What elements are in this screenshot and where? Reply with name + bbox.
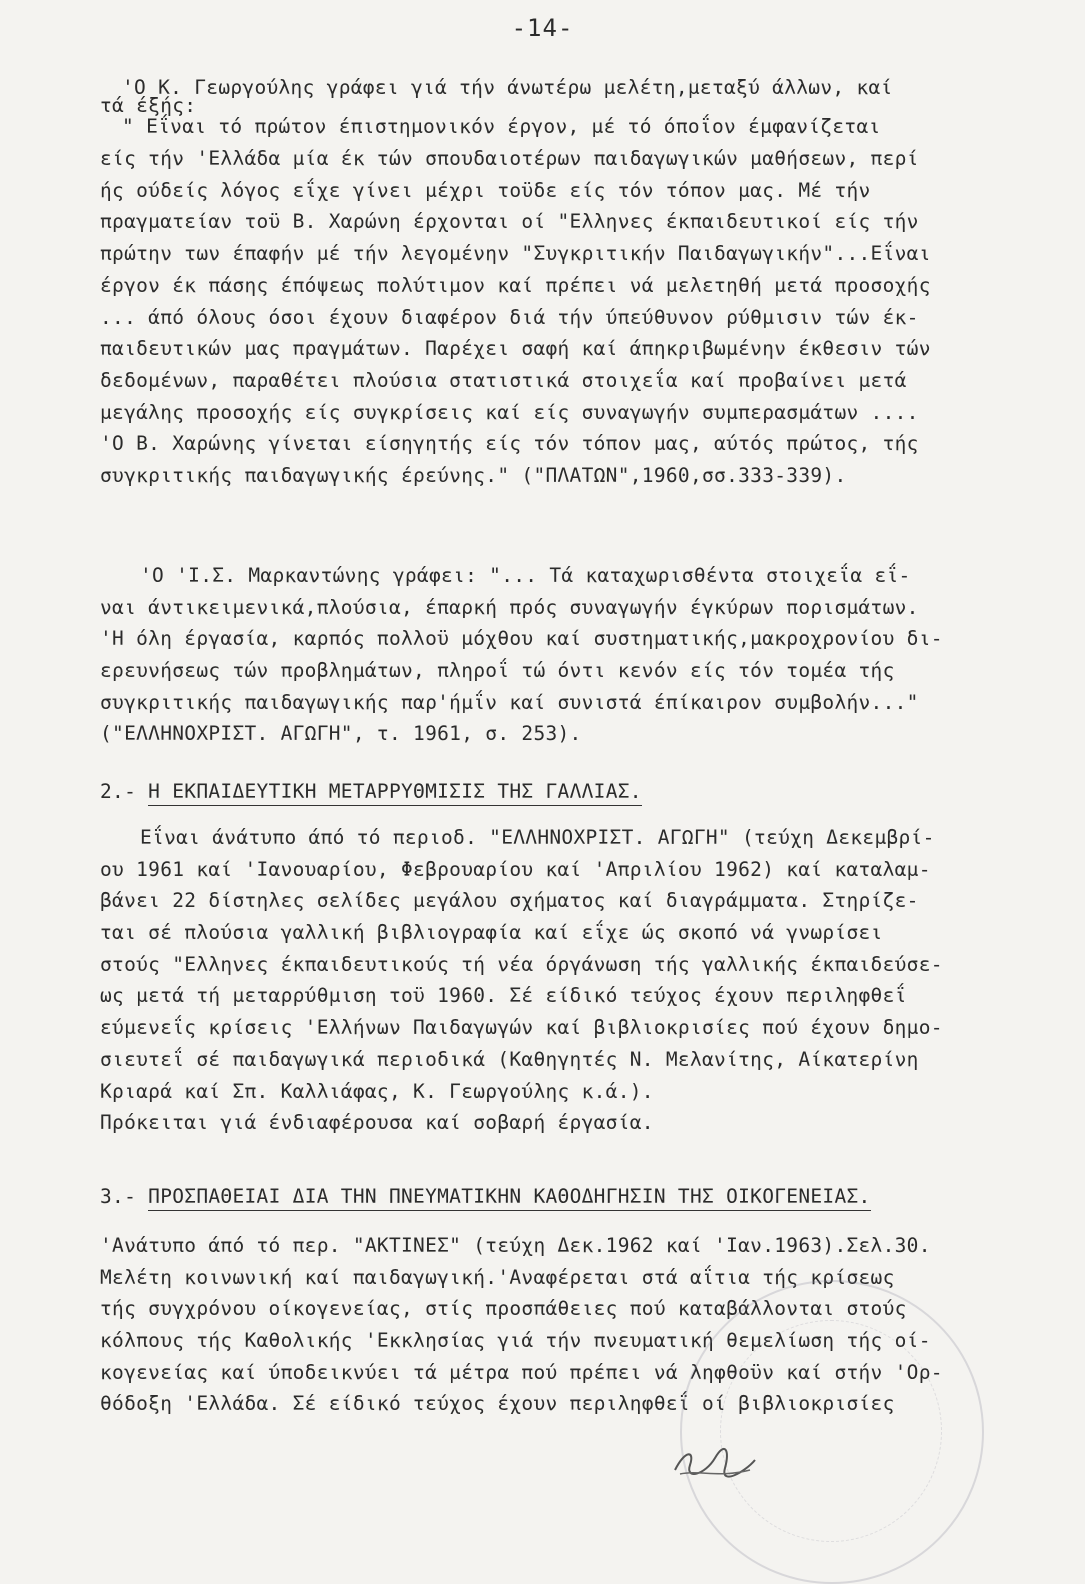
text-line: ου 1961 καί 'Ιανουαρίου, Φεβρουαρίου καί 'Απριλίου 1962) καί καταλαμ- [100,857,931,881]
section-number: 2.- [100,780,137,803]
text-line: ως μετά τή μεταρρύθμιση τοϋ 1960. Σέ είδικό τεύχος έχουν περιληφθεΐ [100,984,907,1008]
text-line: 'Ανάτυπο άπό τό περ. "ΑΚΤΙΝΕΣ" (τεύχη Δεκ.1962 καί 'Ιαν.1963).Σελ.30. [100,1234,931,1257]
text-line: ής ούδείς λόγος εΐχε γίνει μέχρι τοϋδε είς τόν τόπον μας. Μέ τήν [100,178,871,202]
text-line: είς τήν 'Ελλάδα μία έκ τών σπουδαιοτέρων παιδαγωγικών μαθήσεων, περί [100,147,919,171]
text-line: ... άπό όλους όσοι έχουν διαφέρον διά τήν ύπεύθυνον ρύθμισιν τών έκ- [100,305,919,329]
text-line: θόδοξη 'Ελλάδα. Σέ είδικό τεύχος έχουν περιληφθεΐ οί βιβλιοκρισίες [100,1392,895,1416]
section-title: ΠΡΟΣΠΑΘΕΙΑΙ ΔΙΑ ΤΗΝ ΠΝΕΥΜΑΤΙΚΗΝ ΚΑΘΟΔΗΓΗΣΙΝ ΤΗΣ ΟΙΚΟΓΕΝΕΙΑΣ. [148,1185,870,1211]
text-line: στούς "Ελληνες έκπαιδευτικούς τή νέα όργάνωση τής γαλλικής έκπαιδεύσε- [100,952,943,976]
paragraph-education-reform [100,822,1050,1139]
section-heading-3 [100,1181,1050,1213]
section-heading-2 [100,776,1050,808]
section-title: Η ΕΚΠΑΙΔΕΥΤΙΚΗ ΜΕΤΑΡΡΥΘΜΙΣΙΣ ΤΗΣ ΓΑΛΛΙΑΣ. [148,780,642,806]
text-line: 'Η όλη έργασία, καρπός πολλοϋ μόχθου καί συστηματικής,μακροχρονίου δι- [100,627,943,651]
text-line: συγκριτικής παιδαγωγικής παρ'ήμΐν καί συνιστά έπίκαιρον συμβολήν..." [100,690,919,714]
text-line: ("ΕΛΛΗΝΟΧΡΙΣΤ. ΑΓΩΓΗ", τ. 1961, σ. 253). [100,722,582,746]
text-line: τής συγχρόνου οίκογενείας, στίς προσπάθειες πού καταβάλλονται στούς [100,1297,907,1321]
text-line: ται σέ πλούσια γαλλική βιβλιογραφία καί εΐχε ώς σκοπό νά γνωρίσει [100,921,883,945]
text-line: βάνει 22 δίστηλες σελίδες μεγάλου σχήματος καί διαγράμματα. Στηρίζε- [100,889,919,913]
text-line: πρώτην των έπαφήν μέ τήν λεγομένην "Συγκριτικήν Παιδαγωγικήν"...Εΐναι [100,242,931,266]
text-line: δεδομένων, παραθέτει πλούσια στατιστικά στοιχεΐα καί προβαίνει μετά [100,368,907,392]
handwritten-signature [670,1440,760,1480]
text-line: συγκριτικής παιδαγωγικής έρεύνης." ("ΠΛΑΤΩΝ",1960,σσ.333-339). [100,463,847,487]
text-line: σιευτεΐ σέ παιδαγωγικά περιοδικά (Καθηγητές Ν. Μελανίτης, Αίκατερίνη [100,1047,919,1071]
section-number: 3.- [100,1185,137,1208]
text-line: έργον έκ πάσης έπόψεως πολύτιμον καί πρέπει νά μελετηθή μετά προσοχής [100,273,931,297]
text-line: 'Ο Β. Χαρώνης γίνεται είσηγητής είς τόν τόπον μας, αύτός πρώτος, τής [100,432,919,456]
text-line: κόλπους τής Καθολικής 'Εκκλησίας γιά τήν πνευματική θεμελίωση τής οί- [100,1329,931,1353]
paragraph-georgoulis-review [100,72,1050,492]
text-line: " Εΐναι τό πρώτον έπιστημονικόν έργον, μέ τό όποΐον έμφανίζεται [122,115,881,139]
text-line: Κριαρά καί Σπ. Καλλιάφας, Κ. Γεωργούλης κ.ά.). [100,1079,654,1103]
text-line: Πρόκειται γιά ένδιαφέρουσα καί σοβαρή έργασία. [100,1111,654,1135]
text-line: μεγάλης προσοχής είς συγκρίσεις καί είς συναγωγήν συμπερασμάτων .... [100,400,919,424]
text-line: 'Ο 'Ι.Σ. Μαρκαντώνης γράφει: "... Τά καταχωρισθέντα στοιχεΐα εΐ- [140,564,911,587]
text-line: εύμενεΐς κρίσεις 'Ελλήνων Παιδαγωγών καί βιβλιοκρισίες πού έχουν δημο- [100,1016,943,1040]
text-line: Εΐναι άνάτυπο άπό τό περιοδ. "ΕΛΛΗΝΟΧΡΙΣΤ. ΑΓΩΓΗ" (τεύχη Δεκεμβρί- [140,826,935,849]
text-line: παιδευτικών μας πραγμάτων. Παρέχει σαφή καί άπηκριβωμένην έκθεσιν τών [100,337,931,361]
text-line: ερευνήσεως τών προβλημάτων, πληροΐ τώ όντι κενόν είς τόν τομέα τής [100,659,895,683]
library-stamp-inner-ring [720,1320,942,1542]
text-line: 'Ο Κ. Γεωργούλης γράφει γιά τήν άνωτέρω μελέτη,μεταξύ άλλων, καί [122,76,893,99]
page-number: -14- [511,14,574,42]
text-line: ναι άντικειμενικά,πλούσια, έπαρκή πρός συναγωγήν έγκύρων πορισμάτων. [100,595,919,619]
text-line: πραγματείαν τοϋ Β. Χαρώνη έρχονται οί "Ελληνες έκπαιδευτικοί είς τήν [100,210,919,234]
text-line: κογενείας καί ύποδεικνύει τά μέτρα πού πρέπει νά ληφθοϋν καί στήν 'Ορ- [100,1360,943,1384]
text-line: Μελέτη κοινωνική καί παιδαγωγική.'Αναφέρεται στά αΐτια τής κρίσεως [100,1265,895,1289]
paragraph-markantonis-review [100,560,1050,750]
text-line: τά έξής: [100,93,197,117]
